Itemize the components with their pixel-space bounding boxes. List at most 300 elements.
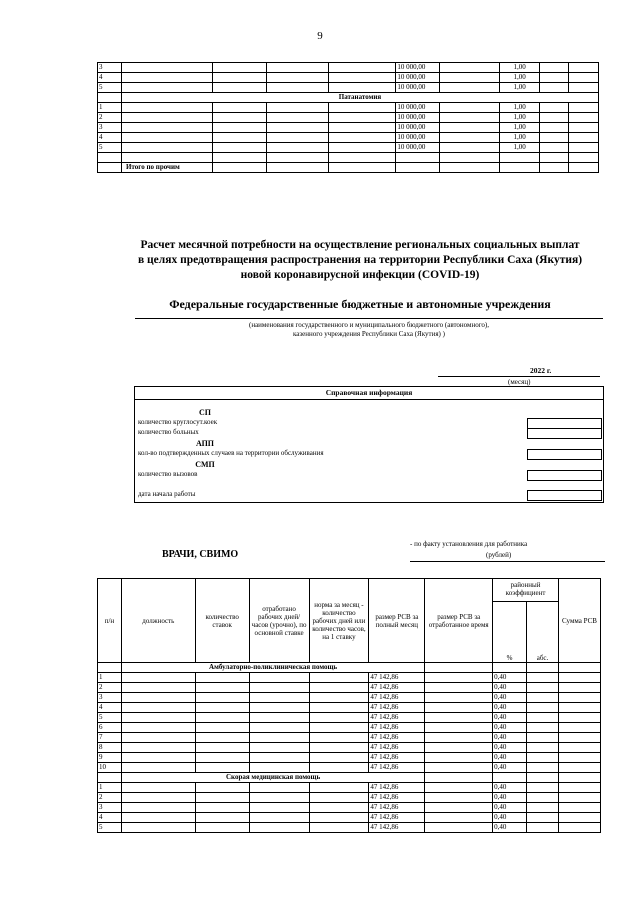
empty-cell xyxy=(121,803,195,813)
pct-cell: 0,40 xyxy=(493,713,527,723)
empty-cell xyxy=(328,73,396,83)
rsv-cell: 47 142,86 xyxy=(369,743,425,753)
empty-cell xyxy=(425,733,493,743)
title-line-3: новой коронавирусной инфекции (COVID-19) xyxy=(240,269,480,281)
pct-cell: 0,40 xyxy=(493,703,527,713)
empty-cell xyxy=(527,753,559,763)
empty-cell xyxy=(540,123,569,133)
empty-cell xyxy=(121,733,195,743)
cases-label: кол-во подтвержденных случаев на территории обслуживания xyxy=(138,449,324,457)
amount-cell: 10 000,00 xyxy=(396,113,440,123)
empty-cell xyxy=(568,123,598,133)
empty-cell xyxy=(559,813,601,823)
empty-cell xyxy=(309,743,369,753)
table-row xyxy=(98,83,599,93)
empty-cell xyxy=(195,683,249,693)
empty-cell xyxy=(425,723,493,733)
table-row xyxy=(98,103,599,113)
table-row xyxy=(98,723,601,733)
empty-cell xyxy=(425,753,493,763)
empty-cell xyxy=(212,133,266,143)
empty-cell xyxy=(425,663,493,673)
row-number: 2 xyxy=(98,793,122,803)
empty-cell xyxy=(121,753,195,763)
header-rsv-full: размер РСВ за полный месяц xyxy=(369,579,425,663)
header-district-coef: районный коэффициент xyxy=(493,579,559,602)
empty-cell xyxy=(266,133,328,143)
empty-cell xyxy=(540,163,569,173)
empty-cell xyxy=(195,723,249,733)
sp-label: СП xyxy=(199,408,211,417)
cases-field[interactable] xyxy=(527,449,602,460)
pct-cell: 0,40 xyxy=(493,733,527,743)
header-rsv-worked: размер РСВ за отработанное время xyxy=(425,579,493,663)
document-title xyxy=(100,238,620,283)
header-rates: количество ставок xyxy=(195,579,249,663)
empty-cell xyxy=(540,143,569,153)
table-row xyxy=(98,673,601,683)
empty-cell xyxy=(309,803,369,813)
empty-cell xyxy=(249,793,309,803)
table-row xyxy=(98,63,599,73)
empty-cell xyxy=(249,723,309,733)
table-row xyxy=(98,813,601,823)
amount-cell: 10 000,00 xyxy=(396,83,440,93)
empty-cell xyxy=(328,133,396,143)
empty-cell xyxy=(249,733,309,743)
row-number: 3 xyxy=(98,693,122,703)
empty-cell xyxy=(195,713,249,723)
empty-cell xyxy=(500,153,540,163)
row-number: 10 xyxy=(98,763,122,773)
pct-cell: 0,40 xyxy=(493,763,527,773)
empty-cell xyxy=(249,673,309,683)
table-row xyxy=(98,823,601,833)
empty-cell xyxy=(121,703,195,713)
empty-cell xyxy=(527,793,559,803)
empty-cell xyxy=(266,103,328,113)
row-number: 4 xyxy=(98,73,122,83)
section-title: ВРАЧИ, СВИМО xyxy=(162,549,239,560)
empty-cell xyxy=(121,123,212,133)
amount-cell: 10 000,00 xyxy=(396,123,440,133)
row-number: 3 xyxy=(98,803,122,813)
empty-cell xyxy=(440,153,500,163)
empty-cell xyxy=(121,103,212,113)
coef-cell: 1,00 xyxy=(500,113,540,123)
empty-cell xyxy=(309,673,369,683)
rsv-cell: 47 142,86 xyxy=(369,733,425,743)
empty-cell xyxy=(425,823,493,833)
table-row xyxy=(98,113,599,123)
empty-cell xyxy=(559,673,601,683)
coef-cell: 1,00 xyxy=(500,83,540,93)
empty-cell xyxy=(328,143,396,153)
row-number: 8 xyxy=(98,743,122,753)
empty-cell xyxy=(309,753,369,763)
empty-cell xyxy=(212,103,266,113)
empty-cell xyxy=(425,813,493,823)
empty-cell xyxy=(559,743,601,753)
empty-cell xyxy=(249,813,309,823)
empty-cell xyxy=(195,793,249,803)
header-position: должность xyxy=(121,579,195,663)
rsv-cell: 47 142,86 xyxy=(369,753,425,763)
section-label: Патанатомия xyxy=(121,93,598,103)
row-number: 4 xyxy=(98,813,122,823)
empty-cell xyxy=(121,133,212,143)
empty-cell xyxy=(425,693,493,703)
empty-cell xyxy=(540,113,569,123)
empty-cell xyxy=(121,63,212,73)
total-label: Итого по прочим xyxy=(121,163,212,173)
amount-cell: 10 000,00 xyxy=(396,133,440,143)
empty-cell xyxy=(425,763,493,773)
empty-cell xyxy=(559,713,601,723)
smp-label: СМП xyxy=(195,460,215,469)
empty-cell xyxy=(212,63,266,73)
row-number: 7 xyxy=(98,733,122,743)
empty-cell xyxy=(266,113,328,123)
empty-cell xyxy=(568,73,598,83)
empty-cell xyxy=(527,683,559,693)
pct-cell: 0,40 xyxy=(493,673,527,683)
empty-cell xyxy=(309,733,369,743)
calls-label: количество вызовов xyxy=(138,470,198,478)
app-label: АПП xyxy=(195,439,215,448)
empty-cell xyxy=(540,133,569,143)
empty-cell xyxy=(440,123,500,133)
empty-cell xyxy=(309,783,369,793)
empty-cell xyxy=(527,813,559,823)
row-number: 3 xyxy=(98,63,122,73)
table-row xyxy=(98,713,601,723)
org-note-line-2: казенного учреждения Республики Саха (Якутия) ) xyxy=(293,330,445,338)
pct-cell: 0,40 xyxy=(493,783,527,793)
coef-cell: 1,00 xyxy=(500,73,540,83)
empty-cell xyxy=(559,723,601,733)
row-number: 5 xyxy=(98,83,122,93)
empty-cell xyxy=(527,703,559,713)
row-number: 5 xyxy=(98,713,122,723)
empty-cell xyxy=(249,753,309,763)
beds-label: количество круглосут.коек xyxy=(138,418,218,426)
empty-cell xyxy=(559,763,601,773)
patients-field[interactable] xyxy=(527,428,602,439)
empty-cell xyxy=(540,153,569,163)
header-pct: % xyxy=(493,602,527,663)
rsv-cell: 47 142,86 xyxy=(369,693,425,703)
empty-cell xyxy=(559,823,601,833)
row-number: 1 xyxy=(98,783,122,793)
empty-cell xyxy=(328,163,396,173)
empty-cell xyxy=(527,783,559,793)
empty-cell xyxy=(266,153,328,163)
empty-cell xyxy=(266,163,328,173)
header-pn: п/н xyxy=(98,579,122,663)
group-label: Амбулаторно-поликлиническая помощь xyxy=(121,663,424,673)
row-number: 3 xyxy=(98,123,122,133)
empty-cell xyxy=(440,73,500,83)
empty-cell xyxy=(440,63,500,73)
row-number: 4 xyxy=(98,133,122,143)
empty-cell xyxy=(559,803,601,813)
table-row xyxy=(98,733,601,743)
amount-cell: 10 000,00 xyxy=(396,143,440,153)
empty-cell xyxy=(540,63,569,73)
empty-cell xyxy=(527,803,559,813)
empty-cell xyxy=(309,723,369,733)
empty-cell xyxy=(527,733,559,743)
rsv-cell: 47 142,86 xyxy=(369,823,425,833)
empty-cell xyxy=(328,103,396,113)
top-table xyxy=(97,62,599,173)
table-row xyxy=(98,693,601,703)
row-number: 2 xyxy=(98,683,122,693)
rsv-cell: 47 142,86 xyxy=(369,683,425,693)
empty-cell xyxy=(309,713,369,723)
coef-cell: 1,00 xyxy=(500,143,540,153)
empty-cell xyxy=(568,83,598,93)
pct-cell: 0,40 xyxy=(493,743,527,753)
table-row xyxy=(98,753,601,763)
empty-cell xyxy=(559,733,601,743)
empty-cell xyxy=(568,103,598,113)
header-sum-rsv: Сумма РСВ xyxy=(559,579,601,663)
empty-cell xyxy=(121,673,195,683)
empty-cell xyxy=(121,73,212,83)
empty-cell xyxy=(527,713,559,723)
empty-cell xyxy=(195,693,249,703)
header-worked: отработано рабочих дней/ часов (урочно), по основной ставке xyxy=(249,579,309,663)
empty-cell xyxy=(559,683,601,693)
rsv-cell: 47 142,86 xyxy=(369,813,425,823)
empty-cell xyxy=(249,803,309,813)
empty-cell xyxy=(396,163,440,173)
empty-row xyxy=(98,153,599,163)
reference-header: Справочная информация xyxy=(135,387,603,400)
table-row xyxy=(98,803,601,813)
empty-cell xyxy=(328,113,396,123)
table-row xyxy=(98,683,601,693)
empty-cell xyxy=(249,713,309,723)
empty-cell xyxy=(121,713,195,723)
empty-cell xyxy=(328,123,396,133)
empty-cell xyxy=(121,683,195,693)
empty-cell xyxy=(527,763,559,773)
pct-cell: 0,40 xyxy=(493,683,527,693)
empty-cell xyxy=(212,113,266,123)
pct-cell: 0,40 xyxy=(493,803,527,813)
empty-cell xyxy=(309,683,369,693)
calls-field[interactable] xyxy=(527,470,602,481)
row-number: 4 xyxy=(98,703,122,713)
empty-cell xyxy=(328,63,396,73)
empty-cell xyxy=(266,83,328,93)
empty-cell xyxy=(440,163,500,173)
group-row xyxy=(98,773,601,783)
empty-cell xyxy=(328,153,396,163)
table-row xyxy=(98,133,599,143)
total-row xyxy=(98,163,599,173)
empty-cell xyxy=(425,703,493,713)
table-row xyxy=(98,703,601,713)
empty-cell xyxy=(121,153,212,163)
empty-cell xyxy=(425,683,493,693)
coef-cell: 1,00 xyxy=(500,123,540,133)
empty-cell xyxy=(527,823,559,833)
empty-cell xyxy=(440,143,500,153)
empty-cell xyxy=(309,693,369,703)
amount-cell: 10 000,00 xyxy=(396,103,440,113)
empty-cell xyxy=(212,83,266,93)
empty-cell xyxy=(527,693,559,703)
empty-cell xyxy=(121,83,212,93)
period-year: 2022 г. xyxy=(530,366,552,375)
empty-cell xyxy=(121,693,195,703)
currency-note: (рублей) xyxy=(486,551,512,559)
start-date-label: дата начала работы xyxy=(138,490,196,498)
reference-box xyxy=(134,386,604,503)
pct-cell: 0,40 xyxy=(493,693,527,703)
empty-cell xyxy=(249,823,309,833)
rsv-cell: 47 142,86 xyxy=(369,793,425,803)
empty-cell xyxy=(309,763,369,773)
empty-cell xyxy=(121,763,195,773)
empty-cell xyxy=(195,733,249,743)
empty-cell xyxy=(568,133,598,143)
empty-cell xyxy=(527,663,559,673)
title-line-2: в целях предотвращения распространения на территории Республики Саха (Якутия) xyxy=(137,254,583,266)
empty-cell xyxy=(493,773,527,783)
empty-cell xyxy=(559,793,601,803)
empty-cell xyxy=(440,113,500,123)
rsv-cell: 47 142,86 xyxy=(369,803,425,813)
empty-cell xyxy=(440,133,500,143)
empty-cell xyxy=(249,763,309,773)
table-row xyxy=(98,123,599,133)
empty-cell xyxy=(309,793,369,803)
table-row xyxy=(98,73,599,83)
section-row xyxy=(98,93,599,103)
table-row xyxy=(98,793,601,803)
pct-cell: 0,40 xyxy=(493,813,527,823)
pct-cell: 0,40 xyxy=(493,823,527,833)
empty-cell xyxy=(212,143,266,153)
org-note-line-1: (наименования государственного и муниципального бюджетного (автономного), xyxy=(249,321,489,329)
empty-cell xyxy=(98,163,122,173)
empty-cell xyxy=(568,153,598,163)
group-row xyxy=(98,663,601,673)
empty-cell xyxy=(121,793,195,803)
empty-cell xyxy=(195,803,249,813)
empty-cell xyxy=(396,153,440,163)
patients-label: количество больных xyxy=(138,428,199,436)
empty-cell xyxy=(266,73,328,83)
empty-cell xyxy=(98,663,122,673)
empty-cell xyxy=(121,723,195,733)
empty-cell xyxy=(121,743,195,753)
coef-cell: 1,00 xyxy=(500,63,540,73)
table-row xyxy=(98,783,601,793)
empty-cell xyxy=(195,813,249,823)
organization-name: Федеральные государственные бюджетные и автономные учреждения xyxy=(169,297,551,311)
empty-cell xyxy=(568,113,598,123)
empty-cell xyxy=(195,703,249,713)
empty-cell xyxy=(195,753,249,763)
rsv-cell: 47 142,86 xyxy=(369,763,425,773)
empty-cell xyxy=(121,813,195,823)
empty-cell xyxy=(212,73,266,83)
empty-cell xyxy=(440,83,500,93)
empty-cell xyxy=(425,773,493,783)
empty-cell xyxy=(98,773,122,783)
group-label: Скорая медицинская помощь xyxy=(121,773,424,783)
empty-cell xyxy=(540,103,569,113)
pct-cell: 0,40 xyxy=(493,753,527,763)
empty-cell xyxy=(249,743,309,753)
empty-cell xyxy=(328,83,396,93)
table-row xyxy=(98,143,599,153)
empty-cell xyxy=(559,693,601,703)
empty-cell xyxy=(440,103,500,113)
empty-cell xyxy=(121,143,212,153)
empty-cell xyxy=(249,693,309,703)
coef-cell: 1,00 xyxy=(500,103,540,113)
empty-cell xyxy=(559,783,601,793)
empty-cell xyxy=(527,773,559,783)
start-date-field[interactable] xyxy=(527,490,602,501)
row-number: 1 xyxy=(98,103,122,113)
empty-cell xyxy=(527,673,559,683)
row-number: 2 xyxy=(98,113,122,123)
empty-cell xyxy=(425,803,493,813)
org-underline xyxy=(135,318,603,319)
empty-cell xyxy=(527,723,559,733)
rsv-cell: 47 142,86 xyxy=(369,703,425,713)
empty-cell xyxy=(559,753,601,763)
empty-cell xyxy=(266,63,328,73)
empty-cell xyxy=(309,813,369,823)
rsv-cell: 47 142,86 xyxy=(369,673,425,683)
rsv-cell: 47 142,86 xyxy=(369,723,425,733)
page-number: 9 xyxy=(317,30,323,42)
empty-cell xyxy=(266,143,328,153)
empty-cell xyxy=(195,823,249,833)
header-abs: абс. xyxy=(527,602,559,663)
fact-note: - по факту установления для работника xyxy=(410,540,528,548)
empty-cell xyxy=(212,123,266,133)
empty-cell xyxy=(195,743,249,753)
empty-cell xyxy=(500,163,540,173)
main-table xyxy=(97,578,601,833)
empty-cell xyxy=(425,713,493,723)
empty-cell xyxy=(540,83,569,93)
empty-cell xyxy=(98,153,122,163)
row-number: 9 xyxy=(98,753,122,763)
pct-cell: 0,40 xyxy=(493,793,527,803)
empty-cell xyxy=(121,783,195,793)
empty-cell xyxy=(98,93,122,103)
empty-cell xyxy=(121,823,195,833)
empty-cell xyxy=(568,163,598,173)
empty-cell xyxy=(493,663,527,673)
empty-cell xyxy=(249,703,309,713)
empty-cell xyxy=(121,113,212,123)
coef-cell: 1,00 xyxy=(500,133,540,143)
empty-cell xyxy=(195,763,249,773)
empty-cell xyxy=(540,73,569,83)
